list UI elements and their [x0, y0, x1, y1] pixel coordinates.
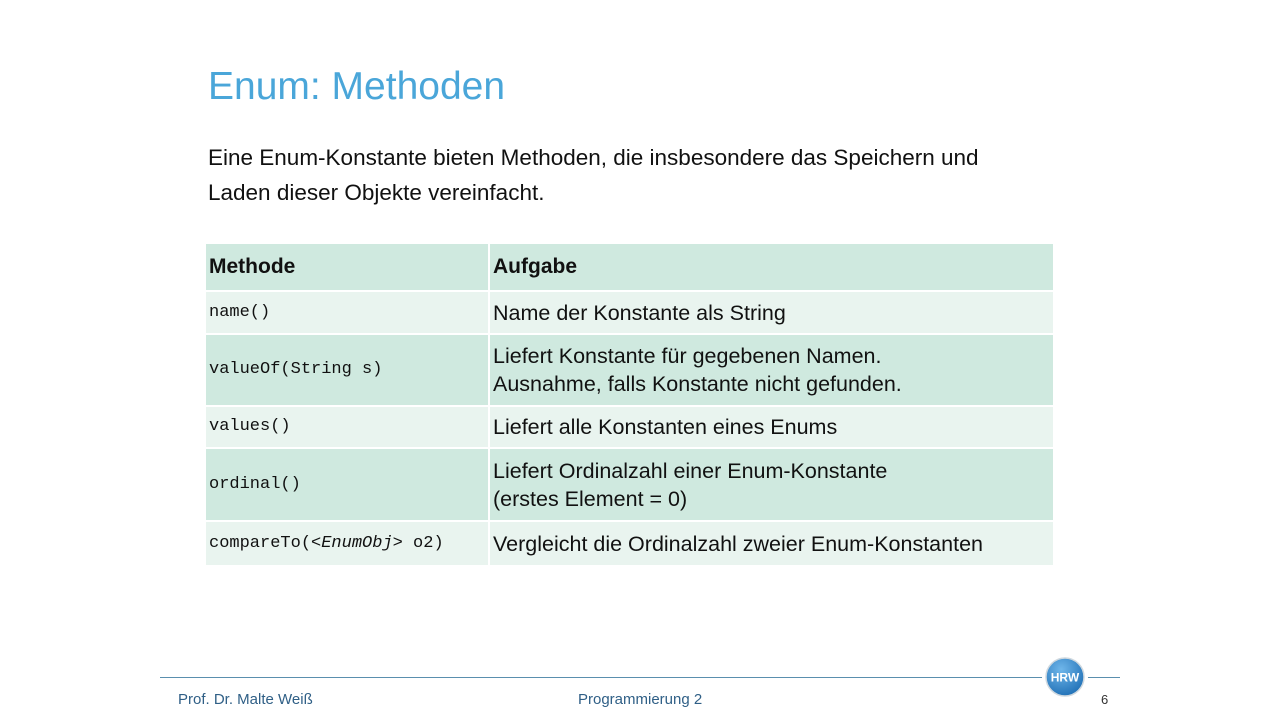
method-cell: name() [206, 291, 489, 334]
desc-line: Vergleicht die Ordinalzahl zweier Enum-Konstanten [493, 531, 983, 556]
method-cell: valueOf(String s) [206, 334, 489, 406]
intro-line-1: Eine Enum-Konstante bieten Methoden, die insbesondere das Speichern und [208, 145, 979, 170]
method-cell [206, 521, 489, 566]
hrw-logo-icon [1044, 656, 1086, 698]
method-suffix: o2) [402, 533, 444, 553]
method-param-type: <EnumObj> [311, 533, 403, 553]
slide-title: Enum: Methoden [208, 65, 506, 108]
desc-line: Ausnahme, falls Konstante nicht gefunden. [493, 372, 902, 396]
table-row [206, 521, 1053, 566]
intro-line-2: Laden dieser Objekte vereinfacht. [208, 180, 545, 205]
table-row [206, 448, 1053, 521]
desc-line: Liefert Konstante für gegebenen Namen. [493, 344, 882, 368]
desc-line: Name der Konstante als String [493, 300, 786, 325]
intro-text [208, 140, 1068, 210]
desc-cell [489, 521, 1053, 566]
footer-divider [160, 677, 1120, 678]
desc-cell [489, 291, 1053, 334]
desc-cell [489, 448, 1053, 521]
table-row [206, 334, 1053, 406]
logo-text: HRW [1050, 670, 1080, 685]
page-number: 6 [1101, 692, 1109, 707]
desc-line: Liefert alle Konstanten eines Enums [493, 415, 838, 439]
desc-line: (erstes Element = 0) [493, 486, 688, 511]
desc-cell [489, 334, 1053, 406]
table-row [206, 291, 1053, 334]
table-header-row [206, 244, 1053, 291]
header-task: Aufgabe [489, 244, 1053, 291]
table-row [206, 406, 1053, 448]
methods-table [206, 244, 1053, 567]
footer-course: Programmierung 2 [578, 691, 703, 708]
desc-cell [489, 406, 1053, 448]
method-cell: values() [206, 406, 489, 448]
footer-author: Prof. Dr. Malte Weiß [178, 691, 313, 708]
method-cell: ordinal() [206, 448, 489, 521]
header-method: Methode [206, 244, 489, 291]
method-prefix: compareTo( [209, 533, 312, 553]
desc-line: Liefert Ordinalzahl einer Enum-Konstante [493, 458, 888, 483]
hrw-logo [1044, 656, 1086, 698]
